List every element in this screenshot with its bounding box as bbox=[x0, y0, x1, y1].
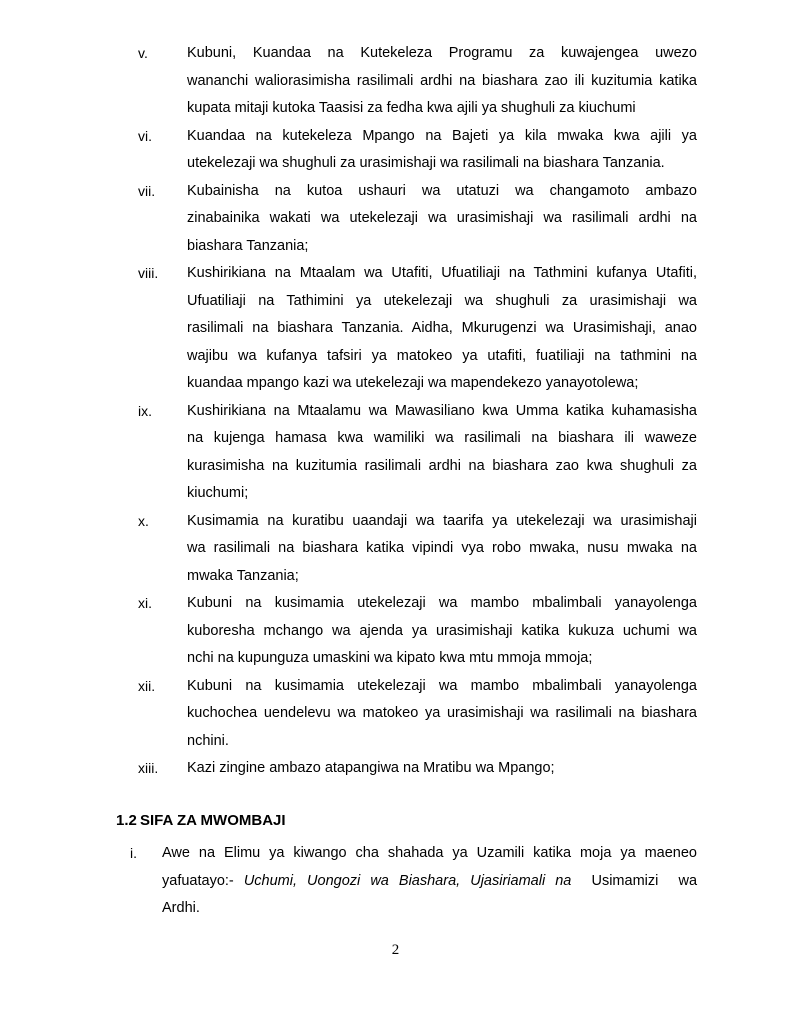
text-line: Kushirikiana na Mtaalamu wa Mawasiliano kwa Umma katika kuhamasisha bbox=[187, 402, 697, 419]
text-line: Kushirikiana na Mtaalam wa Utafiti, Ufuatiliaji na Tathmini kufanya Utafiti, bbox=[187, 265, 697, 281]
text-line: kurasimisha na kuzitumia rasilimali ardhi na biashara zao kwa shughuli za bbox=[187, 457, 697, 474]
list-item bbox=[0, 40, 791, 123]
text-line: Kuandaa na kutekeleza Mpango na Bajeti ya kila mwaka kwa ajili ya bbox=[187, 127, 697, 144]
text-line bbox=[162, 868, 697, 896]
section-title: SIFA ZA MWOMBAJI bbox=[140, 812, 286, 829]
list-item-text bbox=[187, 755, 697, 783]
text-line: Kusimamia na kuratibu uaandaji wa taarifa ya utekelezaji wa urasimishaji bbox=[187, 512, 697, 529]
text-line: Kubuni, Kuandaa na Kutekeleza Programu za kuwajengea uwezo bbox=[187, 45, 697, 61]
text-line: biashara Tanzania; bbox=[187, 237, 309, 254]
text-line: Awe na Elimu ya kiwango cha shahada ya Uzamili katika moja ya maeneo bbox=[162, 845, 697, 861]
text-line: wananchi waliorasimisha rasilimali ardhi na biashara zao ili kuzitumia katika bbox=[187, 72, 697, 89]
list-item-number: ix. bbox=[138, 402, 152, 419]
text-span: yafuatayo:- bbox=[162, 872, 244, 889]
text-line: kupata mitaji kutoka Taasisi za fedha kwa ajili ya shughuli za kiuchumi bbox=[187, 100, 636, 116]
text-line: kuandaa mpango kazi wa utekelezaji wa mapendekezo yanayotolewa; bbox=[187, 375, 639, 391]
text-line: Kazi zingine ambazo atapangiwa na Mratibu wa Mpango; bbox=[187, 760, 555, 776]
text-line: nchi na kupunguza umaskini wa kipato kwa mtu mmoja mmoja; bbox=[187, 650, 593, 666]
list-item-text bbox=[187, 508, 697, 591]
list-item bbox=[0, 508, 791, 591]
text-line: kuboresha mchango wa ajenda ya urasimishaji katika kukuza uchumi wa bbox=[187, 622, 697, 639]
text-line: wa rasilimali na biashara katika vipindi vya robo mwaka, nusu mwaka na bbox=[187, 540, 697, 556]
list-item bbox=[0, 398, 791, 508]
list-item-text bbox=[162, 840, 697, 923]
text-line: kuchochea uendelevu wa matokeo ya urasimishaji wa rasilimali na biashara bbox=[187, 705, 697, 721]
list-item-number: vi. bbox=[138, 127, 152, 144]
text-line: kiuchumi; bbox=[187, 485, 249, 501]
text-line: Kubuni na kusimamia utekelezaji wa mambo mbalimbali yanayolenga bbox=[187, 677, 697, 694]
list-item-text bbox=[187, 178, 697, 261]
duties-list bbox=[0, 40, 791, 783]
text-span: Usimamizi wa bbox=[571, 872, 698, 889]
list-item-text bbox=[187, 590, 697, 673]
list-item-number: v. bbox=[138, 45, 148, 61]
list-item-text bbox=[187, 40, 697, 123]
text-line: mwaka Tanzania; bbox=[187, 567, 299, 584]
text-line: utekelezaji wa shughuli za urasimishaji wa rasilimali na biashara Tanzania. bbox=[187, 155, 665, 171]
list-item bbox=[0, 590, 791, 673]
section-heading bbox=[116, 810, 286, 832]
qualification-list bbox=[0, 840, 791, 923]
list-item-text bbox=[187, 123, 697, 178]
list-item-text bbox=[187, 260, 697, 398]
list-item-number: xi. bbox=[138, 595, 152, 611]
text-line: wajibu wa kufanya tafsiri ya matokeo ya utafiti, fuatiliaji na tathmini na bbox=[187, 347, 697, 364]
list-item bbox=[0, 260, 791, 398]
italic-fields: Uchumi, Uongozi wa Biashara, Ujasiriamali na bbox=[243, 872, 572, 889]
list-item-number: xiii. bbox=[138, 760, 159, 776]
list-item-number: vii. bbox=[138, 182, 156, 199]
list-item-number: x. bbox=[138, 512, 149, 529]
list-item bbox=[0, 123, 791, 178]
text-line: Kubainisha na kutoa ushauri wa utatuzi wa changamoto ambazo bbox=[187, 182, 697, 199]
list-item-number: i. bbox=[130, 845, 137, 861]
list-item bbox=[0, 178, 791, 261]
text-line: nchini. bbox=[187, 732, 229, 749]
text-line: zinabainika wakati wa utekelezaji wa urasimishaji wa rasilimali ardhi na bbox=[187, 210, 697, 226]
section-number: 1.2 bbox=[116, 812, 137, 829]
list-item-text bbox=[187, 398, 697, 508]
text-line: Ardhi. bbox=[162, 900, 200, 916]
text-line: Ufuatiliaji na Tathimini ya utekelezaji wa shughuli za urasimishaji wa bbox=[187, 292, 697, 309]
list-item-number: xii. bbox=[138, 677, 156, 694]
list-item bbox=[0, 755, 791, 783]
list-item-number: viii. bbox=[138, 265, 159, 281]
list-item-text bbox=[187, 673, 697, 756]
page-number: 2 bbox=[391, 942, 400, 958]
text-line: Kubuni na kusimamia utekelezaji wa mambo mbalimbali yanayolenga bbox=[187, 595, 697, 611]
text-line: rasilimali na biashara Tanzania. Aidha, Mkurugenzi wa Urasimishaji, anao bbox=[187, 320, 697, 336]
list-item bbox=[0, 673, 791, 756]
text-line: na kujenga hamasa kwa wamiliki wa rasilimali na biashara ili waweze bbox=[187, 430, 697, 446]
list-item bbox=[0, 840, 791, 923]
